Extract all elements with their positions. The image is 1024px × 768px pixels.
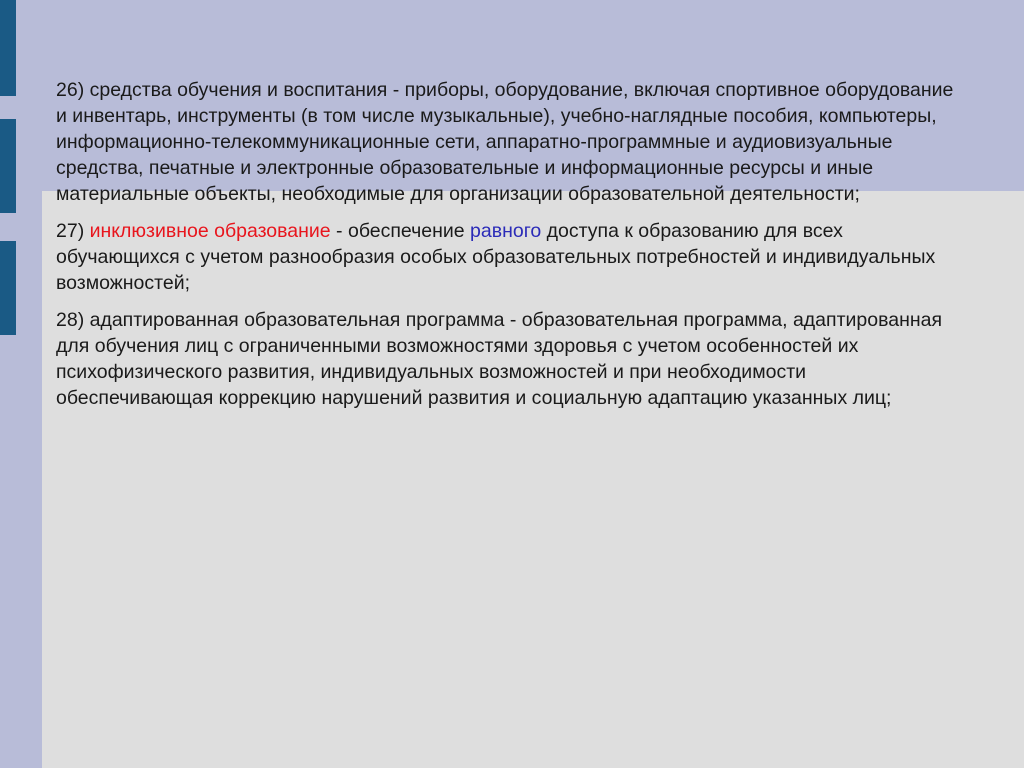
paragraph-26: 26) средства обучения и воспитания - приборы, оборудование, включая спортивное оборудование и инвентарь, инструменты (в том числе музыкальные), учебно-наглядные пособия, компьютеры, информационно-телекоммуникационные сети, аппаратно-программные и аудиовизуальные средства, печатные и электронные образовательные и информационные ресурсы и иные материальные объекты, необходимые для организации образовательной деятельности;: [56, 79, 954, 205]
slide-content: [56, 77, 956, 422]
accent-bar-bottom: [0, 241, 16, 335]
term-inclusive-education: инклюзивное образование: [89, 220, 331, 242]
paragraph-27: [56, 218, 956, 296]
accent-bar-top: [0, 0, 16, 96]
left-strip: [0, 0, 42, 768]
highlight-equal: равного: [470, 220, 542, 242]
paragraph-27-number: 27): [56, 220, 90, 242]
paragraph-27-text-before: - обеспечение: [330, 220, 471, 242]
paragraph-28: 28) адаптированная образовательная программа - образовательная программа, адаптированная для обучения лиц с ограниченными возможностями здоровья с учетом особенностей их психофизического развития, индивидуальных возможностей и при необходимости обеспечивающая коррекцию нарушений развития и социальную адаптацию указанных лиц;: [56, 309, 943, 409]
accent-bar-middle: [0, 119, 16, 213]
paragraph-27-text-after: доступа к образованию для всех обучающихся с учетом разнообразия особых образовательных потребностей и индивидуальных возможностей;: [56, 220, 936, 294]
